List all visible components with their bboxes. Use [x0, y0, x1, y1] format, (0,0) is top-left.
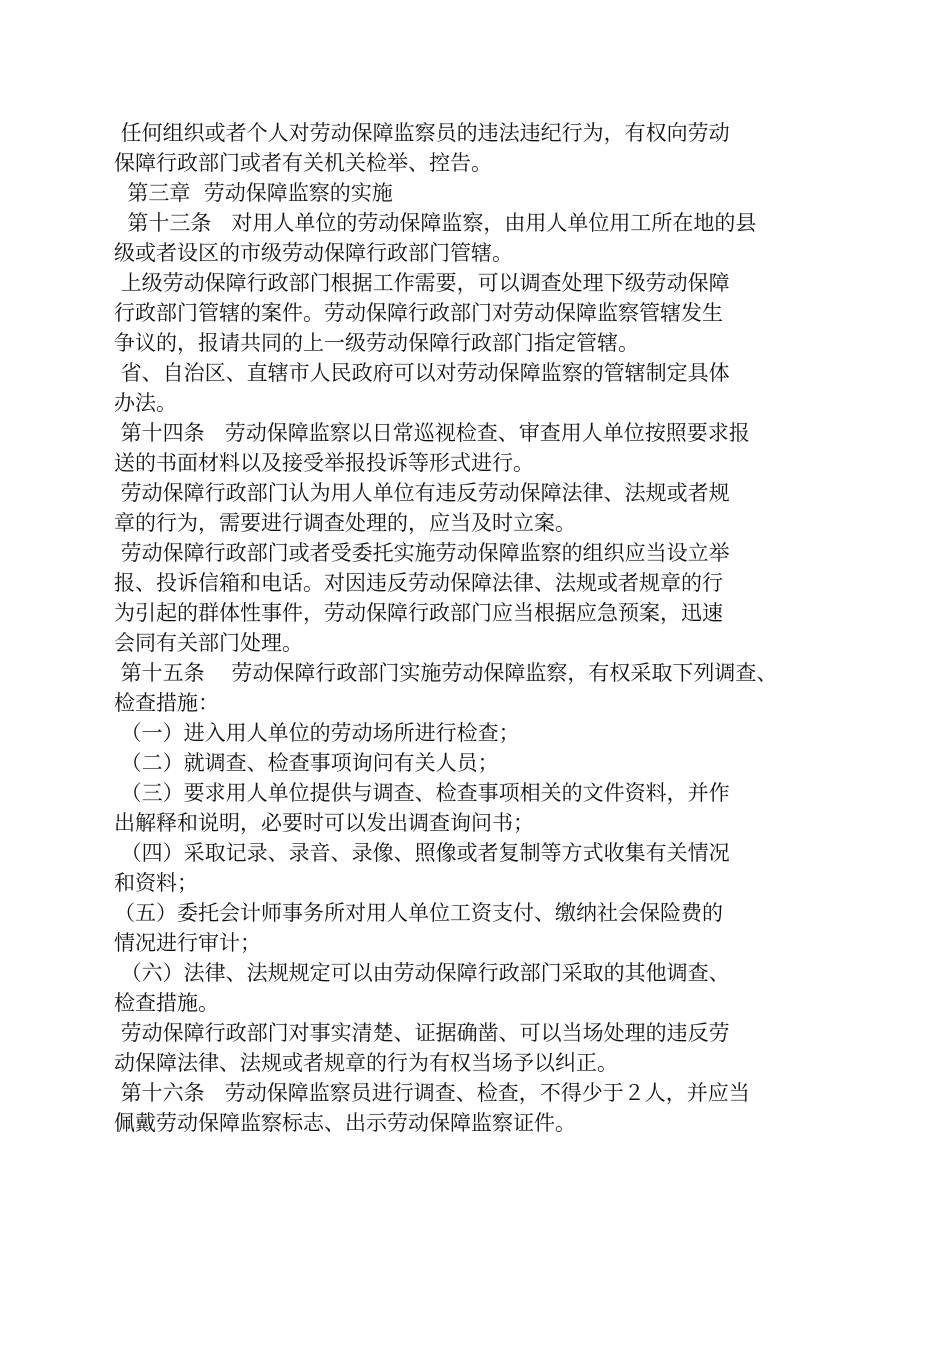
- list-item: （四）采取记录、录音、录像、照像或者复制等方式收集有关情况: [114, 841, 730, 865]
- article-15-line: 第十五条 劳动保障行政部门实施劳动保障监察，有权采取下列调查、: [114, 661, 778, 685]
- text-line: 情况进行审计；: [114, 931, 261, 955]
- text-line: 劳动保障行政部门认为用人单位有违反劳动保障法律、法规或者规: [114, 481, 730, 505]
- text-line: 行政部门管辖的案件。劳动保障行政部门对劳动保障监察管辖发生: [114, 301, 723, 325]
- text-line: 出解释和说明，必要时可以发出调查询问书；: [114, 811, 534, 835]
- text-line: 动保障法律、法规或者规章的行为有权当场予以纠正。: [114, 1051, 618, 1075]
- text-line: 办法。: [114, 391, 177, 415]
- text-line: 争议的，报请共同的上一级劳动保障行政部门指定管辖。: [114, 331, 639, 355]
- article-14-line: 第十四条 劳动保障监察以日常巡视检查、审查用人单位按照要求报: [114, 421, 750, 445]
- list-item: （六）法律、法规规定可以由劳动保障行政部门采取的其他调查、: [114, 961, 730, 985]
- text-line: 报、投诉信箱和电话。对因违反劳动保障法律、法规或者规章的行: [114, 571, 723, 595]
- text-line: 任何组织或者个人对劳动保障监察员的违法违纪行为，有权向劳动: [114, 121, 730, 145]
- text-line: 为引起的群体性事件，劳动保障行政部门应当根据应急预案，迅速: [114, 601, 723, 625]
- text-line: 劳动保障行政部门或者受委托实施劳动保障监察的组织应当设立举: [114, 541, 730, 565]
- text-line: 劳动保障行政部门对事实清楚、证据确凿、可以当场处理的违反劳: [114, 1021, 730, 1045]
- article-13-line: 第十三条 对用人单位的劳动保障监察，由用人单位用工所在地的县: [114, 211, 757, 235]
- text-line: 会同有关部门处理。: [114, 631, 303, 655]
- text-line: 省、自治区、直辖市人民政府可以对劳动保障监察的管辖制定具体: [114, 361, 730, 385]
- text-line: 保障行政部门或者有关机关检举、控告。: [114, 151, 492, 175]
- list-item: （二）就调查、检查事项询问有关人员；: [114, 751, 499, 775]
- chapter-heading: 第三章 劳动保障监察的实施: [114, 181, 393, 205]
- list-item: （五）委托会计师事务所对用人单位工资支付、缴纳社会保险费的: [114, 901, 723, 925]
- text-line: 和资料；: [114, 871, 198, 895]
- list-item: （三）要求用人单位提供与调查、检查事项相关的文件资料，并作: [114, 781, 730, 805]
- text-line: 上级劳动保障行政部门根据工作需要，可以调查处理下级劳动保障: [114, 271, 730, 295]
- text-line: 检查措施。: [114, 991, 219, 1015]
- document-body: [114, 118, 804, 1138]
- article-16-line: 第十六条 劳动保障监察员进行调查、检查，不得少于２人，并应当: [114, 1081, 750, 1105]
- text-line: 检查措施：: [114, 691, 219, 715]
- text-line: 佩戴劳动保障监察标志、出示劳动保障监察证件。: [114, 1111, 576, 1135]
- text-line: 送的书面材料以及接受举报投诉等形式进行。: [114, 451, 534, 475]
- text-line: 章的行为，需要进行调查处理的，应当及时立案。: [114, 511, 576, 535]
- text-line: 级或者设区的市级劳动保障行政部门管辖。: [114, 241, 513, 265]
- list-item: （一）进入用人单位的劳动场所进行检查；: [114, 721, 520, 745]
